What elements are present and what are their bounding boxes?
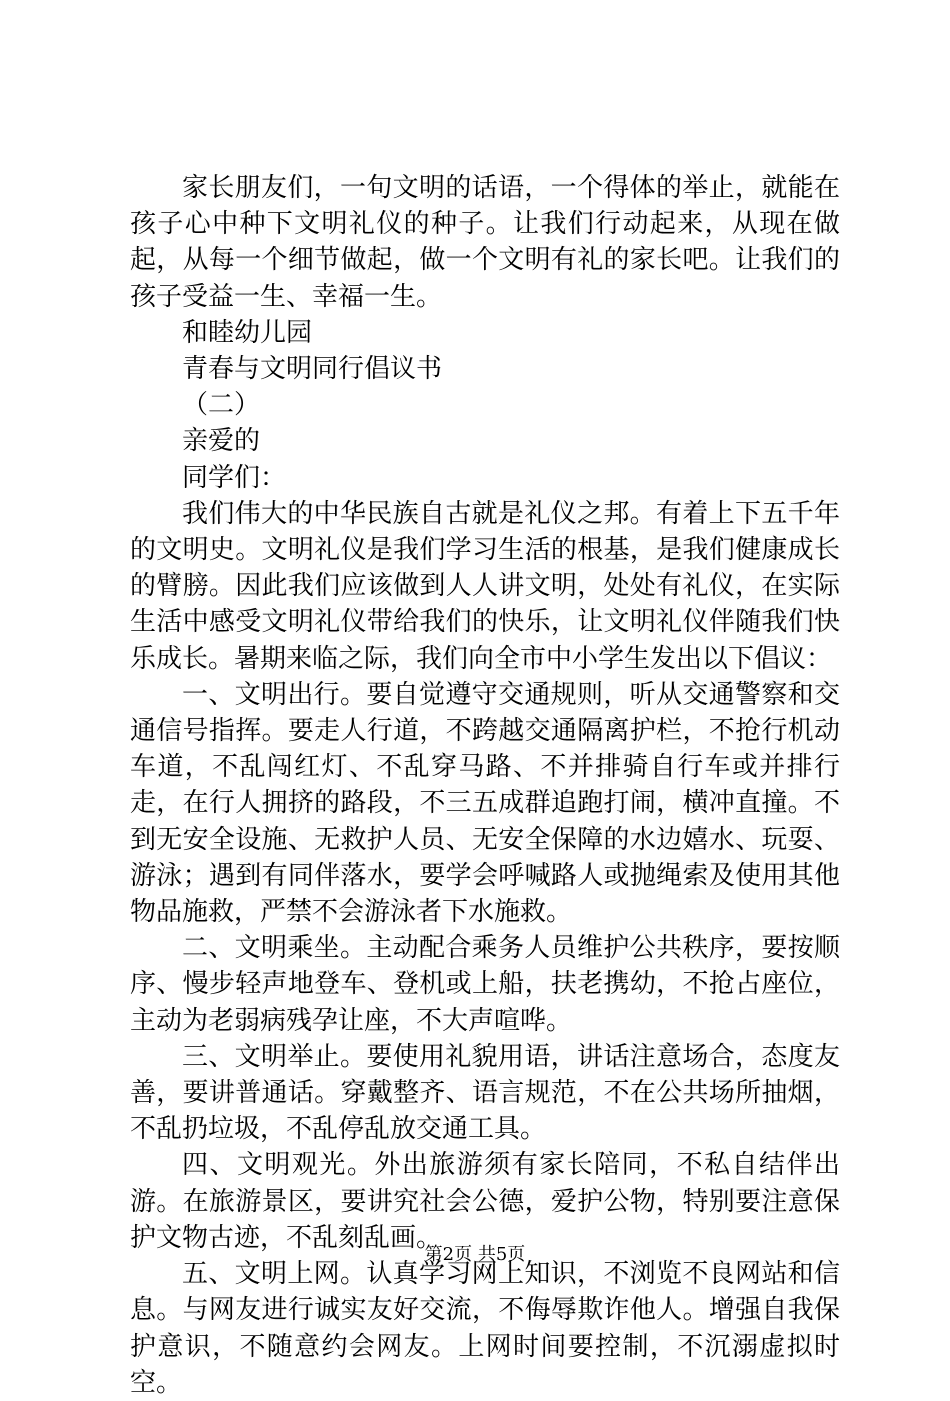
salutation-line-2: 同学们： — [182, 462, 287, 493]
signature-kindergarten: 和睦幼儿园 — [182, 317, 313, 348]
document-body — [130, 170, 840, 1401]
page-footer: 第2页 共5页 — [424, 1244, 526, 1265]
paragraph-item-1-travel: 一、文明出行。要自觉遵守交通规则，听从交通警察和交通信号指挥。要走人行道，不跨越交通隔离护栏，不抢行机动车道，不乱闯红灯、不乱穿马路、不并排骑自行车或并排行走，在行人拥挤的路段，不三五成群追跑打闹，横冲直撞。不到无安全设施、无救护人员、无安全保障的水边嬉水、玩耍、游泳；遇到有同伴落水，要学会呼喊路人或抛绳索及使用其他物品施救，严禁不会游泳者下水施救。 — [130, 679, 840, 928]
document-subtitle-number: （二） — [182, 390, 261, 421]
paragraph-closing-parents: 家长朋友们，一句文明的话语，一个得体的举止，就能在孩子心中种下文明礼仪的种子。让我们行动起来，从现在做起，从每一个细节做起，做一个文明有礼的家长吧。让我们的孩子受益一生、幸福一生。 — [130, 173, 840, 312]
document-title: 青春与文明同行倡议书 — [182, 354, 443, 385]
paragraph-item-5-internet: 五、文明上网。认真学习网上知识，不浏览不良网站和信息。与网友进行诚实友好交流，不侮辱欺诈他人。增强自我保护意识，不随意约会网友。上网时间要控制，不沉溺虚拟时空。 — [130, 1259, 840, 1398]
paragraph-item-3-behavior: 三、文明举止。要使用礼貌用语，讲话注意场合，态度友善，要讲普通话。穿戴整齐、语言规范，不在公共场所抽烟，不乱扔垃圾，不乱停乱放交通工具。 — [130, 1041, 840, 1145]
paragraph-item-4-sightseeing: 四、文明观光。外出旅游须有家长陪同，不私自结伴出游。在旅游景区，要讲究社会公德，爱护公物，特别要注意保护文物古迹，不乱刻乱画。 — [130, 1150, 840, 1253]
paragraph-intro: 我们伟大的中华民族自古就是礼仪之邦。有着上下五千年的文明史。文明礼仪是我们学习生活的根基，是我们健康成长的臂膀。因此我们应该做到人人讲文明，处处有礼仪，在实际生活中感受文明礼仪带给我们的快乐，让文明礼仪伴随我们快乐成长。暑期来临之际，我们向全市中小学生发出以下倡议： — [130, 498, 840, 674]
salutation-line-1: 亲爱的 — [182, 426, 261, 457]
paragraph-item-2-riding: 二、文明乘坐。主动配合乘务人员维护公共秩序，要按顺序、慢步轻声地登车、登机或上船，扶老携幼，不抢占座位，主动为老弱病残孕让座，不大声喧哗。 — [130, 933, 840, 1036]
